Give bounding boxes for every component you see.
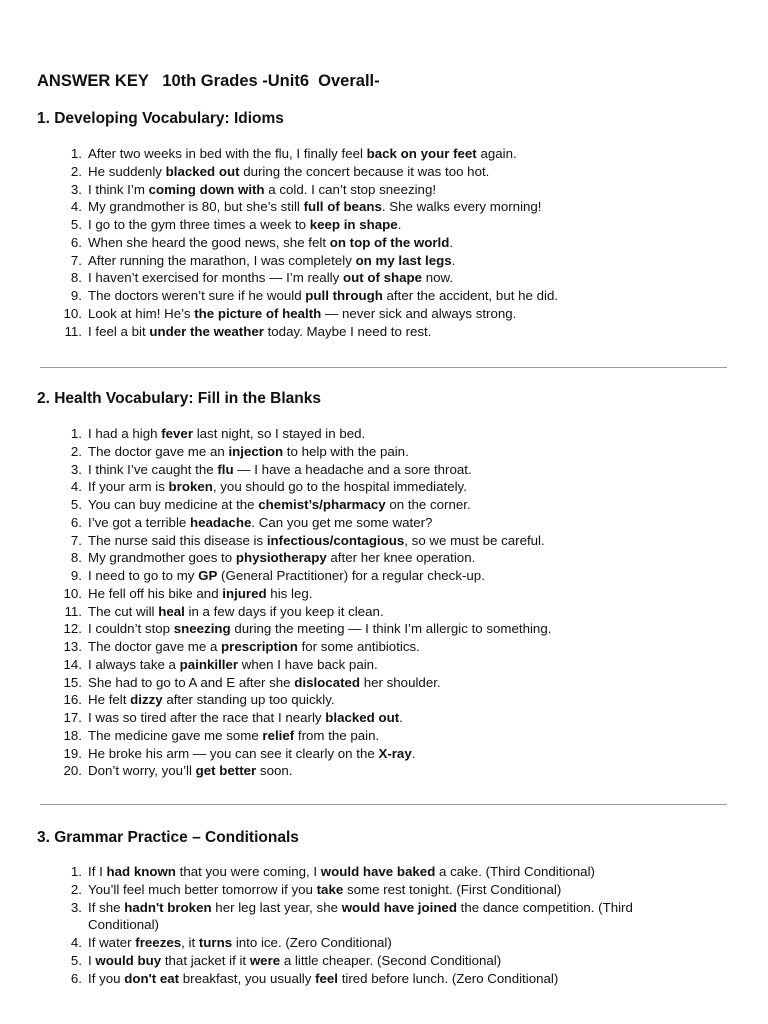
sentence-fragment: I	[88, 952, 96, 968]
list-item	[37, 234, 677, 252]
item-number: 10.	[63, 305, 82, 321]
sentence-fragment: I haven’t exercised for months — I’m really	[88, 270, 343, 286]
sentence-fragment: .	[397, 217, 402, 232]
list-item	[37, 532, 677, 550]
list-item	[37, 585, 677, 603]
item-text	[88, 549, 677, 567]
item-text	[88, 532, 677, 550]
list-item	[37, 443, 677, 461]
answer-highlight: take	[316, 881, 344, 897]
sentence-fragment: I always take a	[88, 656, 180, 672]
list-item	[37, 727, 677, 745]
answer-highlight: were	[249, 952, 281, 968]
list-item	[37, 305, 677, 323]
sentence-fragment: , you should go to the hospital immediately.	[212, 479, 467, 495]
answer-highlight: sneezing	[173, 621, 231, 637]
answer-highlight: prescription	[221, 639, 298, 654]
item-text	[88, 252, 677, 270]
sentence-fragment: , so we must be careful.	[404, 532, 545, 548]
item-number: 20.	[63, 763, 82, 779]
item-text	[88, 496, 677, 514]
answer-highlight: GP	[198, 568, 218, 583]
section-divider	[40, 367, 727, 368]
sentence-fragment: soon.	[256, 763, 293, 779]
item-number: 2.	[70, 881, 82, 897]
item-text	[88, 478, 677, 496]
sentence-fragment: after standing up too quickly.	[162, 692, 335, 708]
list-item	[37, 745, 677, 763]
list-item	[37, 762, 677, 780]
answer-highlight: full of beans	[303, 199, 382, 215]
list-item	[37, 181, 677, 199]
sentence-fragment: Look at him! He’s	[88, 305, 195, 321]
answer-highlight: injection	[228, 443, 284, 459]
item-number: 7.	[70, 252, 82, 268]
list-item	[37, 461, 677, 479]
answer-highlight: painkiller	[179, 656, 239, 672]
item-number: 7.	[70, 532, 82, 548]
sentence-fragment: After two weeks in bed with the flu, I finally feel	[88, 146, 367, 161]
conditionals-answer-list	[37, 863, 677, 987]
list-item	[37, 549, 677, 567]
sentence-fragment: after her knee operation.	[326, 550, 476, 566]
sentence-fragment: , it	[181, 935, 199, 950]
answer-highlight: out of shape	[342, 270, 422, 286]
sentence-fragment: in a few days if you keep it clean.	[184, 603, 384, 619]
answer-highlight: on top of the world	[329, 234, 450, 250]
sentence-fragment: last night, so I stayed in bed.	[193, 426, 366, 441]
list-item	[37, 691, 677, 709]
sentence-fragment: You’ll feel much better tomorrow if you	[88, 881, 317, 897]
item-text	[88, 181, 677, 199]
item-text	[88, 638, 677, 656]
list-item	[37, 934, 677, 952]
item-text	[88, 952, 677, 970]
item-text	[88, 287, 677, 305]
item-number: 1.	[70, 864, 82, 879]
list-item	[37, 970, 677, 988]
sentence-fragment: some rest tonight. (First Conditional)	[343, 881, 562, 897]
sentence-fragment: She had to go to A and E after she	[88, 674, 295, 690]
section-heading-idioms: 1. Developing Vocabulary: Idioms	[37, 110, 284, 127]
item-text	[88, 762, 677, 780]
section-divider	[40, 804, 727, 805]
answer-highlight: pull through	[305, 288, 383, 303]
list-item	[37, 269, 677, 287]
item-number: 11.	[64, 323, 82, 339]
sentence-fragment: I think I’ve caught the	[88, 461, 218, 477]
answer-highlight: would buy	[95, 952, 162, 968]
list-item	[37, 603, 677, 621]
item-number: 3.	[70, 181, 82, 197]
answer-highlight: feel	[315, 970, 339, 986]
sentence-fragment: My grandmother goes to	[88, 550, 236, 566]
item-number: 5.	[70, 217, 82, 232]
item-number: 14.	[63, 656, 82, 672]
item-text	[88, 709, 677, 727]
answer-highlight: blacked out	[325, 710, 400, 725]
sentence-fragment: that you were coming, I	[175, 864, 321, 879]
item-text	[88, 691, 677, 709]
sentence-fragment: to help with the pain.	[283, 443, 409, 459]
item-text	[88, 443, 677, 461]
item-number: 8.	[70, 550, 82, 566]
answer-highlight: keep in shape	[309, 217, 398, 232]
sentence-fragment: Don’t worry, you’ll	[88, 763, 196, 779]
list-item	[37, 567, 677, 585]
sentence-fragment: .	[451, 252, 456, 268]
sentence-fragment: The doctors weren’t sure if he would	[88, 288, 306, 303]
item-number: 8.	[70, 270, 82, 286]
list-item	[37, 163, 677, 181]
sentence-fragment: tired before lunch. (Zero Conditional)	[338, 970, 559, 986]
sentence-fragment: into ice. (Zero Conditional)	[232, 935, 392, 950]
item-text	[88, 198, 677, 216]
health-vocabulary-answer-list	[37, 425, 677, 780]
sentence-fragment: from the pain.	[294, 727, 380, 743]
sentence-fragment: The medicine gave me some	[88, 727, 263, 743]
sentence-fragment: now.	[422, 270, 454, 286]
item-number: 19.	[63, 745, 82, 761]
sentence-fragment: that jacket if it	[161, 952, 250, 968]
answer-highlight: coming down with	[148, 181, 265, 197]
item-number: 3.	[70, 899, 82, 915]
item-number: 16.	[63, 692, 82, 708]
list-item	[37, 198, 677, 216]
item-text	[88, 567, 677, 585]
answer-highlight: don't eat	[124, 970, 180, 986]
answer-highlight: the picture of health	[194, 305, 322, 321]
item-number: 5.	[70, 952, 82, 968]
item-text	[88, 163, 677, 181]
list-item	[37, 638, 677, 656]
sentence-fragment: If you	[88, 970, 125, 986]
sentence-fragment: I need to go to my	[88, 568, 199, 583]
item-number: 6.	[70, 514, 82, 530]
item-number: 3.	[70, 461, 82, 477]
sentence-fragment: My grandmother is 80, but she’s still	[88, 199, 304, 215]
item-number: 9.	[70, 288, 82, 303]
sentence-fragment: for some antibiotics.	[297, 639, 420, 654]
answer-highlight: broken	[168, 479, 213, 495]
sentence-fragment: If I	[88, 864, 107, 879]
list-item	[37, 216, 677, 234]
item-text	[88, 970, 677, 988]
item-number: 17.	[63, 710, 82, 725]
item-text	[88, 269, 677, 287]
answer-highlight: would have joined	[341, 899, 457, 915]
answer-highlight: fever	[161, 426, 193, 441]
list-item	[37, 899, 677, 935]
item-text	[88, 603, 677, 621]
sentence-fragment: He felt	[88, 692, 131, 708]
item-number: 13.	[63, 639, 82, 654]
sentence-fragment: He fell off his bike and	[88, 585, 223, 601]
answer-highlight: dislocated	[294, 674, 361, 690]
answer-highlight: headache	[190, 514, 252, 530]
answer-highlight: injured	[222, 585, 267, 601]
list-item	[37, 425, 677, 443]
answer-highlight: turns	[198, 935, 233, 950]
sentence-fragment: the dance competition. (Third Conditional)	[88, 899, 633, 933]
list-item	[37, 656, 677, 674]
sentence-fragment: If she	[88, 899, 125, 915]
sentence-fragment: breakfast, you usually	[179, 970, 316, 986]
answer-highlight: chemist’s/pharmacy	[258, 497, 386, 512]
sentence-fragment: . She walks every morning!	[381, 199, 542, 215]
item-text	[88, 727, 677, 745]
item-number: 15.	[63, 674, 82, 690]
sentence-fragment: his leg.	[266, 585, 313, 601]
list-item	[37, 620, 677, 638]
sentence-fragment: — never sick and always strong.	[321, 305, 517, 321]
item-text	[88, 745, 677, 763]
answer-highlight: under the weather	[149, 323, 264, 339]
item-number: 2.	[70, 163, 82, 179]
item-text	[88, 674, 677, 692]
list-item	[37, 145, 677, 163]
answer-highlight: physiotherapy	[235, 550, 327, 566]
item-text	[88, 934, 677, 952]
sentence-fragment: If water	[88, 935, 136, 950]
item-text	[88, 234, 677, 252]
sentence-fragment: during the concert because it was too hot.	[239, 163, 490, 179]
list-item	[37, 952, 677, 970]
item-number: 1.	[70, 426, 82, 441]
sentence-fragment: I was so tired after the race that I nearly	[88, 710, 326, 725]
sentence-fragment: (General Practitioner) for a regular check-up.	[217, 568, 485, 583]
answer-highlight: back on your feet	[366, 146, 477, 161]
item-text	[88, 145, 677, 163]
sentence-fragment: . Can you get me some water?	[251, 514, 433, 530]
item-text	[88, 323, 677, 341]
list-item	[37, 881, 677, 899]
answer-highlight: had known	[106, 864, 176, 879]
item-text	[88, 216, 677, 234]
item-text	[88, 461, 677, 479]
sentence-fragment: .	[399, 710, 403, 725]
item-number: 2.	[70, 443, 82, 459]
sentence-fragment: After running the marathon, I was completely	[88, 252, 356, 268]
idioms-answer-list	[37, 145, 677, 340]
item-text	[88, 656, 677, 674]
sentence-fragment: The doctor gave me a	[88, 639, 222, 654]
sentence-fragment: when I have back pain.	[238, 656, 378, 672]
answer-highlight: flu	[217, 461, 234, 477]
sentence-fragment: a cake. (Third Conditional)	[435, 864, 595, 879]
sentence-fragment: on the corner.	[385, 497, 471, 512]
sentence-fragment: after the accident, but he did.	[382, 288, 559, 303]
item-number: 10.	[63, 585, 82, 601]
answer-highlight: X-ray	[378, 745, 412, 761]
list-item	[37, 514, 677, 532]
answer-highlight: blacked out	[165, 163, 240, 179]
item-number: 4.	[70, 935, 82, 950]
sentence-fragment: again.	[476, 146, 517, 161]
answer-highlight: get better	[195, 763, 257, 779]
list-item	[37, 478, 677, 496]
item-number: 6.	[70, 970, 82, 986]
item-number: 9.	[70, 568, 82, 583]
item-text	[88, 514, 677, 532]
item-number: 12.	[63, 621, 82, 637]
sentence-fragment: I go to the gym three times a week to	[88, 217, 310, 232]
item-text	[88, 899, 677, 935]
sentence-fragment: The nurse said this disease is	[88, 532, 267, 548]
item-number: 18.	[63, 727, 82, 743]
sentence-fragment: during the meeting — I think I’m allergic to something.	[230, 621, 552, 637]
sentence-fragment: a cold. I can’t stop sneezing!	[264, 181, 437, 197]
list-item	[37, 287, 677, 305]
sentence-fragment: If your arm is	[88, 479, 169, 495]
answer-highlight: on my last legs	[355, 252, 452, 268]
list-item	[37, 709, 677, 727]
sentence-fragment: I had a high	[88, 426, 162, 441]
item-text	[88, 305, 677, 323]
item-number: 11.	[64, 603, 82, 619]
sentence-fragment: He broke his arm — you can see it clearly on the	[88, 745, 379, 761]
section-heading-conditionals: 3. Grammar Practice – Conditionals	[37, 829, 299, 846]
item-number: 4.	[70, 479, 82, 495]
sentence-fragment: I couldn’t stop	[88, 621, 174, 637]
sentence-fragment: I think I’m	[88, 181, 149, 197]
sentence-fragment: .	[449, 234, 454, 250]
answer-highlight: relief	[262, 727, 295, 743]
list-item	[37, 863, 677, 881]
list-item	[37, 496, 677, 514]
answer-highlight: would have baked	[320, 864, 436, 879]
sentence-fragment: I feel a bit	[88, 323, 150, 339]
sentence-fragment: The cut will	[88, 603, 159, 619]
sentence-fragment: today. Maybe I need to rest.	[263, 323, 432, 339]
sentence-fragment: When she heard the good news, she felt	[88, 234, 330, 250]
sentence-fragment: The doctor gave me an	[88, 443, 229, 459]
item-number: 1.	[70, 146, 82, 161]
answer-highlight: hadn't broken	[124, 899, 212, 915]
item-number: 4.	[70, 199, 82, 215]
list-item	[37, 252, 677, 270]
answer-highlight: infectious/contagious	[266, 532, 405, 548]
section-heading-health-vocabulary: 2. Health Vocabulary: Fill in the Blanks	[37, 390, 321, 407]
sentence-fragment: He suddenly	[88, 163, 166, 179]
item-number: 5.	[70, 497, 82, 512]
item-number: 6.	[70, 234, 82, 250]
list-item	[37, 323, 677, 341]
answer-highlight: freezes	[135, 935, 182, 950]
sentence-fragment: I’ve got a terrible	[88, 514, 190, 530]
list-item	[37, 674, 677, 692]
item-text	[88, 585, 677, 603]
item-text	[88, 620, 677, 638]
sentence-fragment: .	[411, 745, 416, 761]
item-text	[88, 425, 677, 443]
sentence-fragment: her shoulder.	[360, 674, 441, 690]
sentence-fragment: You can buy medicine at the	[88, 497, 259, 512]
item-text	[88, 881, 677, 899]
answer-highlight: dizzy	[130, 692, 163, 708]
sentence-fragment: — I have a headache and a sore throat.	[233, 461, 472, 477]
sentence-fragment: her leg last year, she	[211, 899, 342, 915]
item-text	[88, 863, 677, 881]
page-title: ANSWER KEY 10th Grades -Unit6 Overall-	[37, 72, 380, 90]
sentence-fragment: a little cheaper. (Second Conditional)	[280, 952, 502, 968]
answer-highlight: heal	[158, 603, 185, 619]
